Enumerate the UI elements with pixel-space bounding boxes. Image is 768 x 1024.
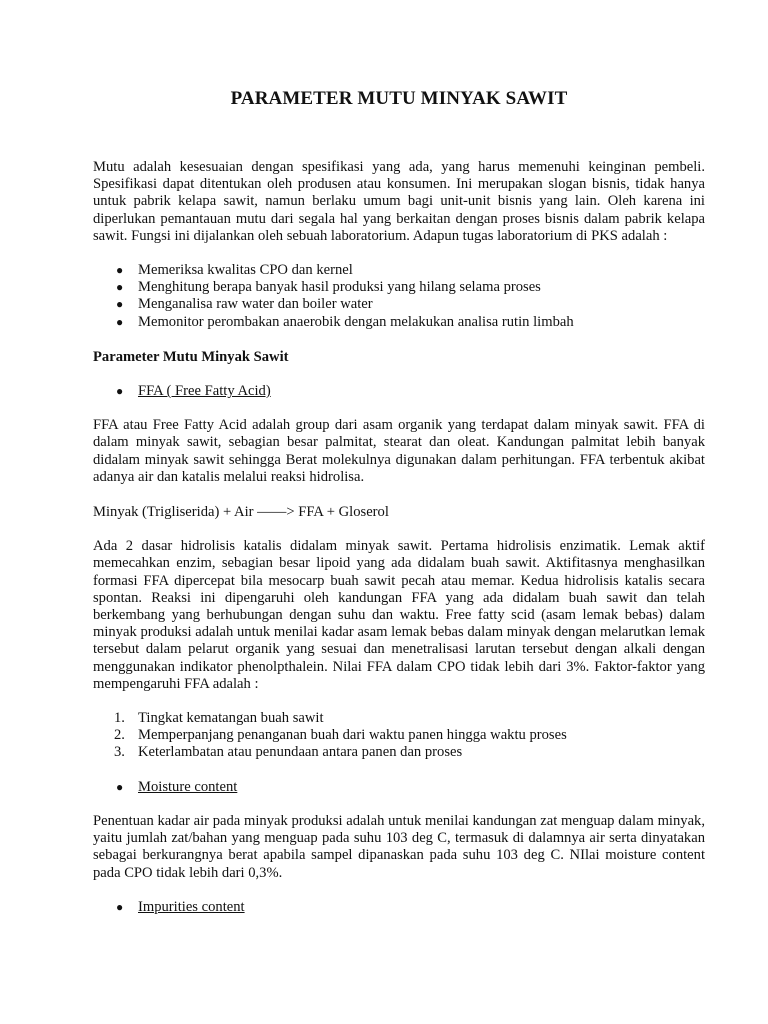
bullet-icon: ● [116, 297, 124, 312]
list-item-text: Menghitung berapa banyak hasil produksi yang hilang selama proses [138, 279, 541, 296]
list-item [93, 710, 705, 727]
list-number: 3. [114, 744, 125, 761]
list-number: 1. [114, 710, 125, 727]
list-item-text: Memeriksa kwalitas CPO dan kernel [138, 262, 353, 279]
moisture-heading: Moisture content [138, 778, 238, 795]
list-item-text: Keterlambatan atau penundaan antara panen dan proses [138, 744, 463, 761]
ffa-paragraph-2: Ada 2 dasar hidrolisis katalis didalam minyak sawit. Pertama hidrolisis enzimatik. Lemak aktif memecahkan enzim, sebagian besar lipoid yang ada didalam buah sawit. Aktifitasnya menghasilkan formasi FFA dipercepat bila mesocarp buah sawit pecah atau memar. Kedua hidrolisis katalis secara spontan. Reaksi ini dipengaruhi oleh kandungan FFA yang ada didalam buah sawit dan telah berkembang yang berhubungan dengan suhu dan waktu. Free fatty scid (asam lemak bebas) dalam minyak produksi adalah untuk menilai kadar asam lemak bebas dalam minyak dengan melarutkan lemak tersebut dalam pelarut organik yang sesuai dan menetralisasi larutan tersebut dengan alkali dengan menggunakan indikator phenolpthalein. Nilai FFA dalam CPO tidak lebih dari 3%. Faktor-faktor yang mempengaruhi FFA adalah : [93, 538, 705, 692]
moisture-heading-list [93, 779, 705, 796]
list-item [93, 296, 705, 313]
bullet-icon: ● [116, 384, 124, 399]
ffa-paragraph-1: FFA atau Free Fatty Acid adalah group dari asam organik yang terdapat dalam minyak sawit. FFA di dalam minyak sawit, sebagian besar palmitat, stearat dan oleat. Kandungan palmitat lebih banyak didalam minyak sawit sehingga Berat molekulnya digunakan dalam perhitungan. FFA terbentuk akibat adanya air dan katalis melalui reaksi hidrolisa. [93, 417, 705, 485]
list-item [93, 314, 705, 331]
ffa-factors-list [93, 710, 705, 762]
ffa-heading: FFA ( Free Fatty Acid) [138, 383, 271, 400]
list-item-text: Tingkat kematangan buah sawit [138, 710, 324, 727]
moisture-paragraph: Penentuan kadar air pada minyak produksi adalah untuk menilai kandungan zat menguap dalam minyak, yaitu jumlah zat/bahan yang menguap pada suhu 103 deg C, termasuk di dalamnya air serta dinyatakan sebagai berkurangnya berat apabila sampel dipanaskan pada suhu 103 deg C. NIlai moisture content pada CPO tidak lebih dari 0,3%. [93, 812, 705, 881]
bullet-icon: ● [116, 899, 124, 914]
list-item [93, 899, 705, 916]
list-item [93, 727, 705, 744]
list-item-text: Memonitor perombakan anaerobik dengan melakukan analisa rutin limbah [138, 313, 574, 330]
list-number: 2. [114, 727, 125, 744]
ffa-reaction: Minyak (Trigliserida) + Air ——> FFA + Gloserol [93, 504, 389, 521]
bullet-icon: ● [116, 314, 124, 329]
list-item [93, 383, 705, 400]
ffa-heading-list [93, 383, 705, 400]
intro-paragraph: Mutu adalah kesesuaian dengan spesifikasi yang ada, yang harus memenuhi keinginan pembeli. Spesifikasi dapat ditentukan oleh produsen atau konsumen. Ini merupakan slogan bisnis, tidak hanya untuk pabrik kelapa sawit, namun berlaku umum bagi unit-unit bisnis yang lain. Oleh karena ini diperlukan pemantauan mutu dari segala hal yang berkaitan dengan proses bisnis dalam pabrik kelapa sawit. Fungsi ini dijalankan oleh sebuah laboratorium. Adapun tugas laboratorium di PKS adalah : [93, 159, 705, 244]
list-item [93, 744, 705, 761]
document-title: PARAMETER MUTU MINYAK SAWIT [230, 88, 568, 109]
impurities-heading-list [93, 899, 705, 916]
bullet-icon: ● [116, 280, 124, 295]
list-item-text: Memperpanjang penanganan buah dari waktu panen hingga waktu proses [138, 727, 567, 744]
list-item [93, 279, 705, 296]
list-item-text: Menganalisa raw water dan boiler water [138, 296, 373, 313]
section-heading: Parameter Mutu Minyak Sawit [93, 348, 289, 365]
list-item [93, 262, 705, 279]
impurities-heading: Impurities content [138, 898, 245, 915]
bullet-icon: ● [116, 779, 124, 794]
bullet-icon: ● [116, 263, 124, 278]
lab-tasks-list [93, 262, 705, 331]
list-item [93, 779, 705, 796]
